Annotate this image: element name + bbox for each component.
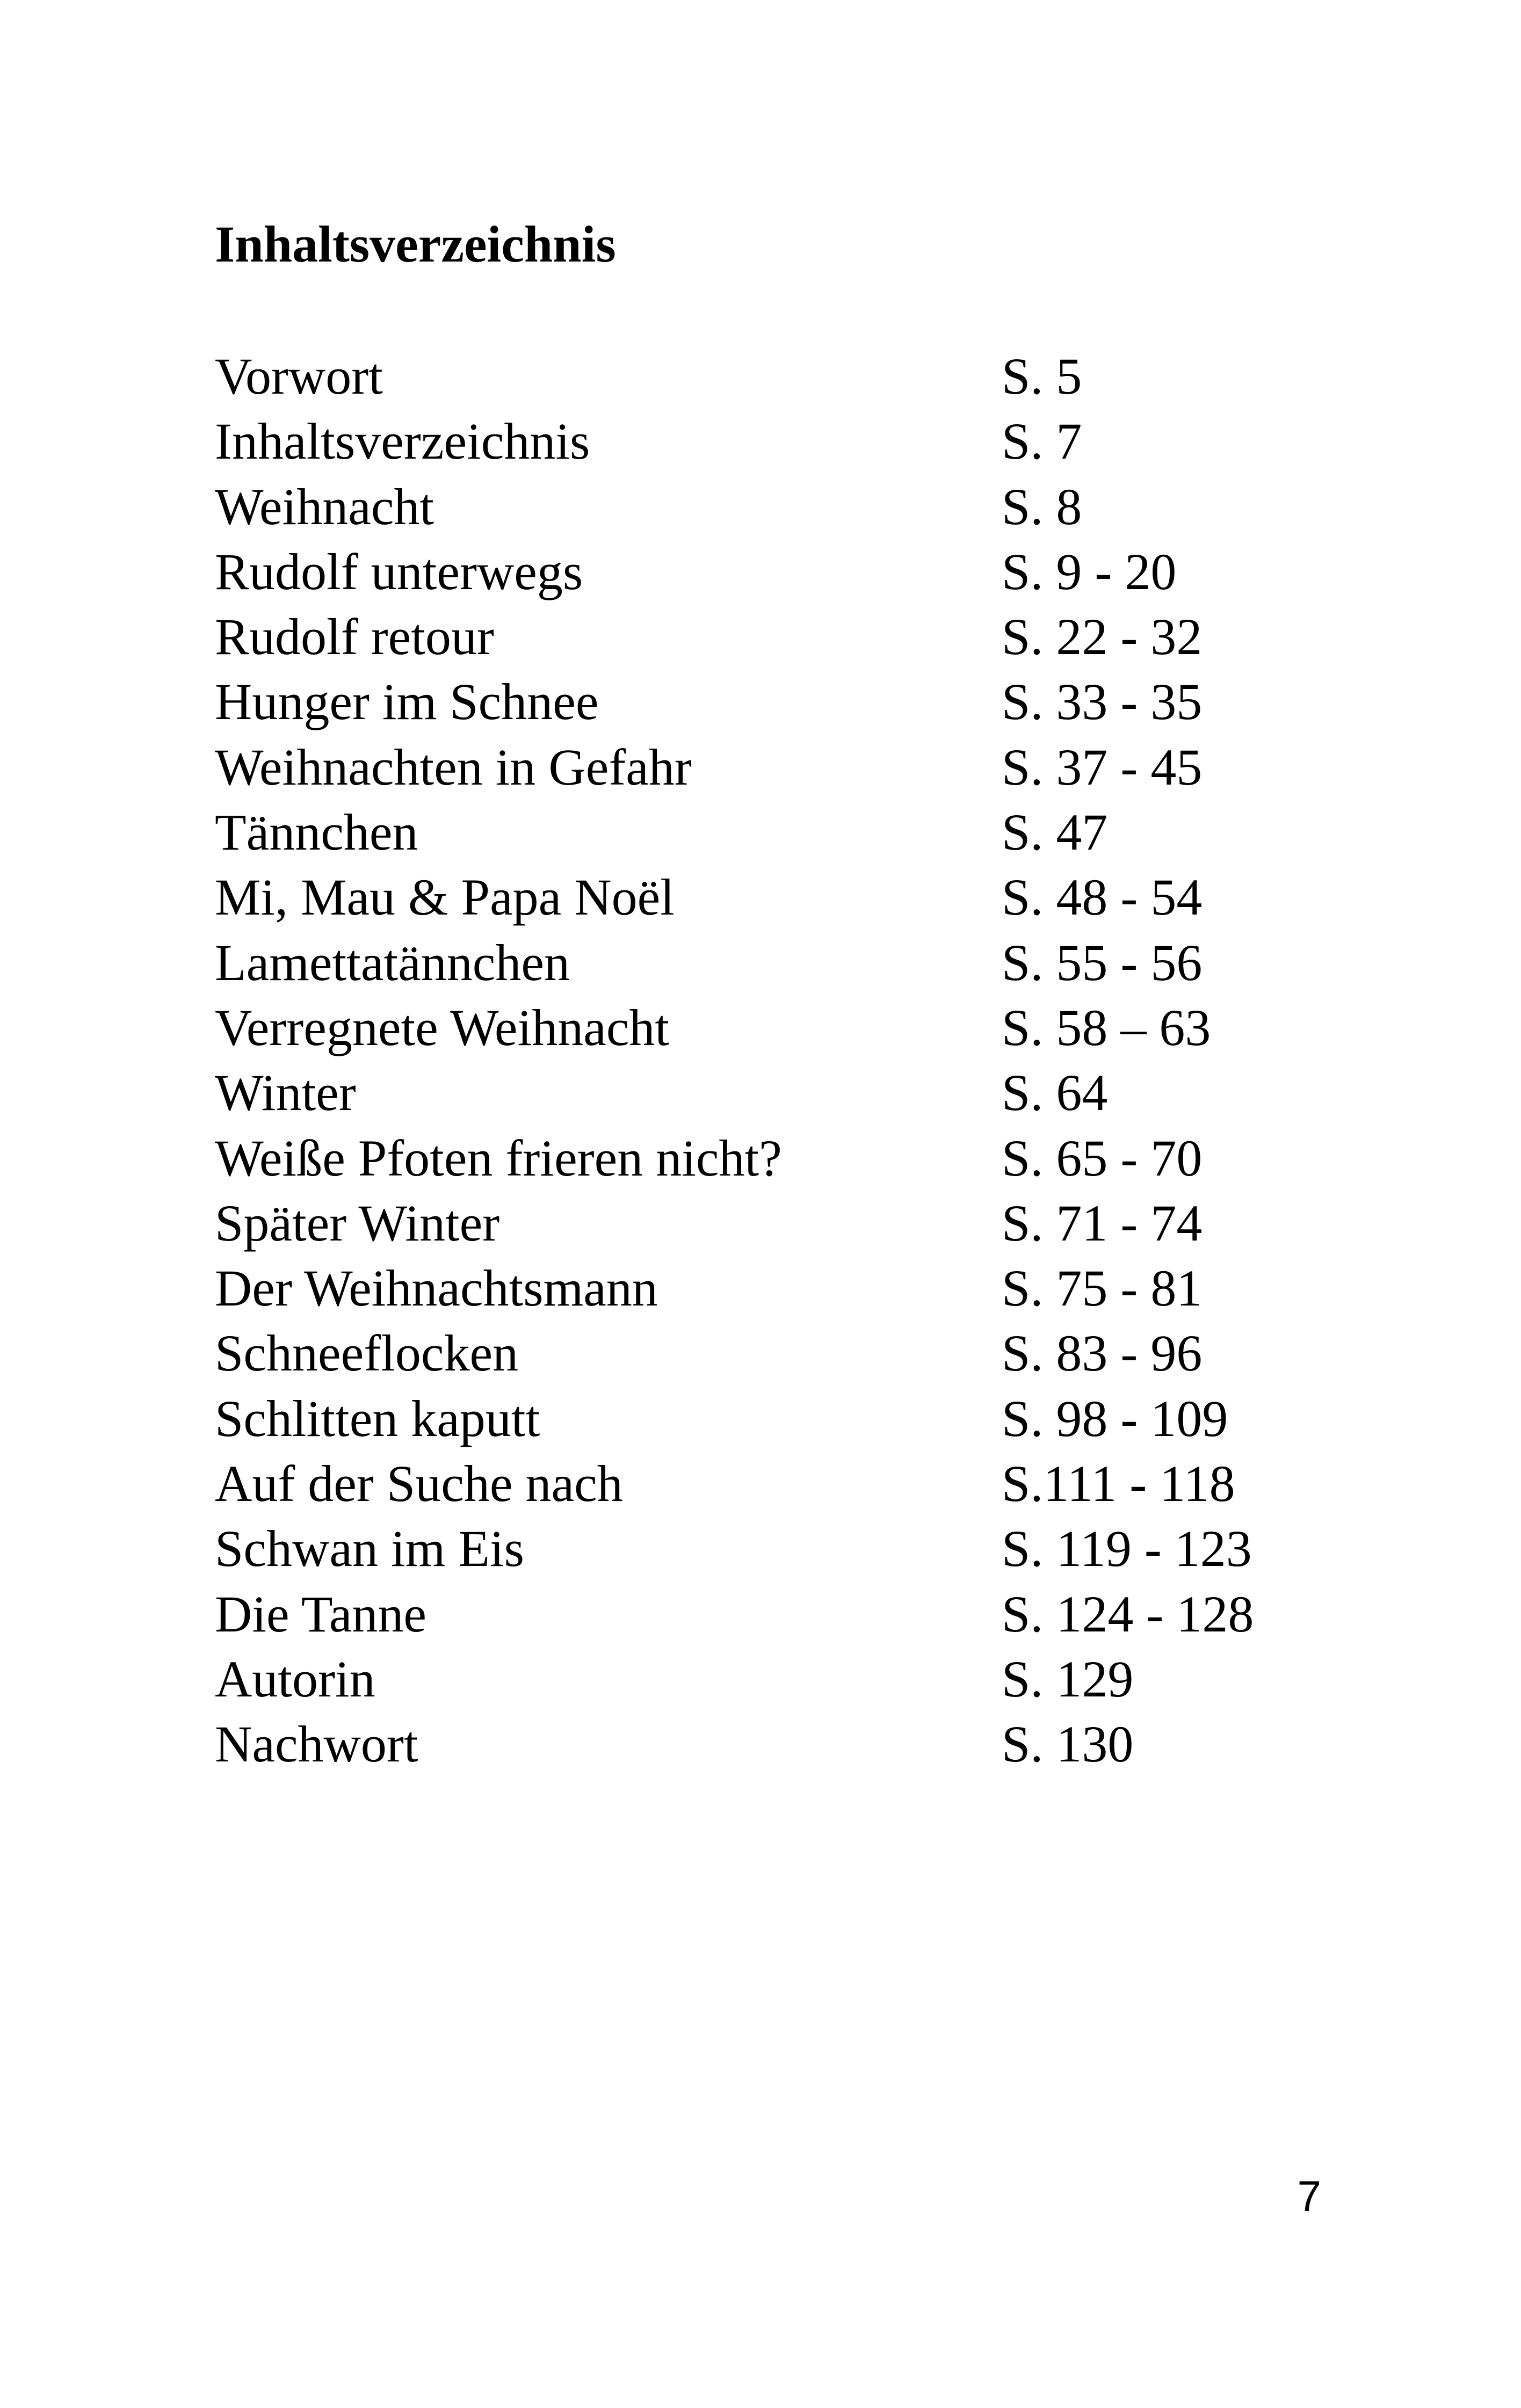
- toc-entry-page: S. 9 - 20: [1002, 542, 1177, 600]
- toc-entry-page: S. 71 - 74: [1002, 1194, 1203, 1252]
- page-number: 7: [1297, 2172, 1321, 2220]
- toc-entry-page: S. 119 - 123: [1002, 1520, 1252, 1578]
- toc-entry: [215, 1711, 1343, 1776]
- toc-entry-page: S. 129: [1002, 1650, 1134, 1708]
- toc-entry-page: S. 124 - 128: [1002, 1585, 1254, 1643]
- toc-entry-page: S. 58 – 63: [1002, 998, 1211, 1056]
- toc-entry: [215, 1060, 1343, 1125]
- toc-entry-page: S. 47: [1002, 803, 1108, 861]
- toc-entry-title: Lamettatännchen: [215, 933, 570, 991]
- toc-entry: [215, 1647, 1343, 1711]
- toc-entry: [215, 474, 1343, 539]
- toc-entry-title: Auf der Suche nach: [215, 1455, 623, 1513]
- toc-entry: [215, 539, 1343, 604]
- toc-entry-page: S. 5: [1002, 347, 1082, 405]
- toc-entry-title: Hunger im Schnee: [215, 673, 599, 731]
- toc-entry-page: S. 130: [1002, 1715, 1134, 1773]
- toc-entry: [215, 1256, 1343, 1321]
- toc-entry-title: Inhaltsverzeichnis: [215, 412, 590, 470]
- toc-entry: [215, 409, 1343, 474]
- toc-entry-title: Vorwort: [215, 347, 383, 405]
- toc-entry-page: S. 55 - 56: [1002, 933, 1203, 991]
- toc-entry-title: Weiße Pfoten frieren nicht?: [215, 1129, 782, 1187]
- toc-entry-page: S. 83 - 96: [1002, 1324, 1203, 1382]
- toc-entry-title: Tännchen: [215, 803, 418, 861]
- toc-entry-title: Autorin: [215, 1650, 375, 1708]
- toc-heading: Inhaltsverzeichnis: [215, 215, 616, 273]
- toc-entry: [215, 344, 1343, 409]
- toc-entry: [215, 1451, 1343, 1516]
- toc-entry-title: Die Tanne: [215, 1585, 427, 1643]
- toc-entry-page: S. 7: [1002, 412, 1082, 470]
- toc-entry: [215, 1516, 1343, 1581]
- toc-entry-title: Weihnacht: [215, 477, 434, 535]
- toc-entry: [215, 1321, 1343, 1386]
- toc-entry: [215, 735, 1343, 800]
- toc-entry: [215, 1126, 1343, 1191]
- toc-entry-page: S. 64: [1002, 1064, 1108, 1122]
- toc-entry: [215, 800, 1343, 865]
- toc-entry-page: S. 48 - 54: [1002, 868, 1203, 926]
- toc-entry-title: Schneeflocken: [215, 1324, 519, 1382]
- toc-entry-title: Später Winter: [215, 1194, 500, 1252]
- toc-entry: [215, 604, 1343, 669]
- toc-entry-page: S.111 - 118: [1002, 1455, 1235, 1513]
- toc-entry-page: S. 37 - 45: [1002, 738, 1203, 796]
- toc-entry-title: Nachwort: [215, 1715, 418, 1773]
- toc-entry-page: S. 98 - 109: [1002, 1389, 1228, 1447]
- toc-entry-title: Weihnachten in Gefahr: [215, 738, 692, 796]
- toc-entry: [215, 930, 1343, 995]
- toc-entry-page: S. 8: [1002, 477, 1082, 535]
- toc-entry-title: Rudolf retour: [215, 608, 494, 666]
- toc-entry: [215, 1191, 1343, 1256]
- toc-entry-title: Der Weihnachtsmann: [215, 1259, 658, 1317]
- toc-list: [215, 344, 1343, 1777]
- toc-entry-page: S. 65 - 70: [1002, 1129, 1203, 1187]
- toc-entry-title: Winter: [215, 1064, 356, 1122]
- toc-entry: [215, 995, 1343, 1060]
- toc-entry-title: Schwan im Eis: [215, 1520, 524, 1578]
- toc-entry-page: S. 22 - 32: [1002, 608, 1203, 666]
- toc-entry: [215, 1582, 1343, 1647]
- toc-entry-title: Schlitten kaputt: [215, 1389, 540, 1447]
- toc-entry-title: Mi, Mau & Papa Noël: [215, 868, 675, 926]
- toc-entry-title: Rudolf unterwegs: [215, 542, 583, 600]
- toc-entry: [215, 865, 1343, 930]
- toc-entry: [215, 1386, 1343, 1451]
- toc-entry-page: S. 75 - 81: [1002, 1259, 1203, 1317]
- toc-entry-title: Verregnete Weihnacht: [215, 998, 670, 1056]
- toc-entry: [215, 669, 1343, 734]
- toc-entry-page: S. 33 - 35: [1002, 673, 1203, 731]
